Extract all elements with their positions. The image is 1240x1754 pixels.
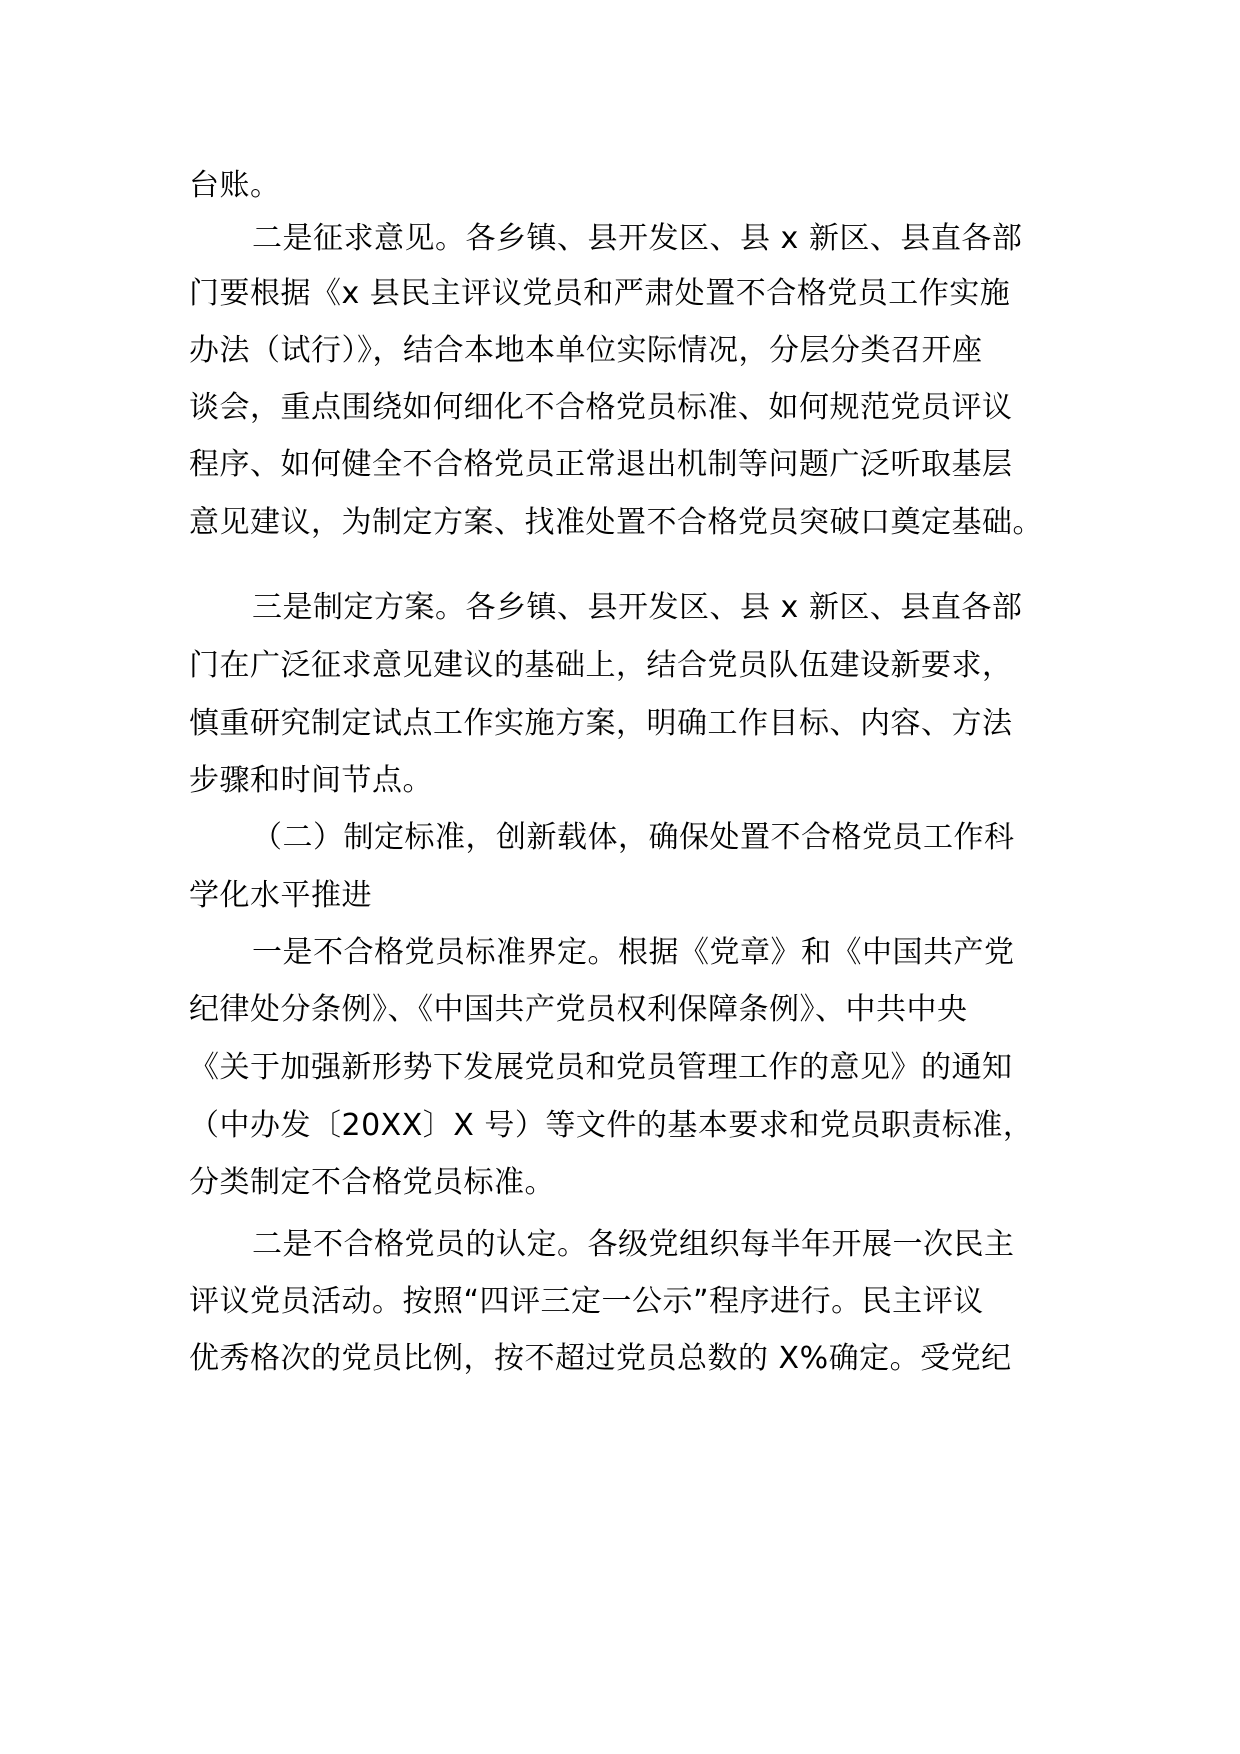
text-line: 分类制定不合格党员标准。 (189, 1165, 555, 1200)
paragraph-start: 三是制定方案。各乡镇、县开发区、县 x 新区、县直各部 (252, 590, 1023, 625)
text-line: 《关于加强新形势下发展党员和党员管理工作的意见》的通知 (189, 1050, 1013, 1085)
section-heading: （二）制定标准，创新载体，确保处置不合格党员工作科 (252, 820, 1015, 855)
text-line: 台账。 (189, 168, 281, 203)
paragraph-start: 二是征求意见。各乡镇、县开发区、县 x 新区、县直各部 (252, 221, 1023, 256)
text-line: 门在广泛征求意见建议的基础上，结合党员队伍建设新要求， (189, 648, 1013, 683)
text-line: 门要根据《x 县民主评议党员和严肃处置不合格党员工作实施 (189, 276, 1011, 311)
text-line: 意见建议，为制定方案、找准处置不合格党员突破口奠定基础。 (189, 505, 1043, 540)
text-line: 慎重研究制定试点工作实施方案，明确工作目标、内容、方法 (189, 706, 1013, 741)
paragraph-start: 一是不合格党员标准界定。根据《党章》和《中国共产党 (252, 935, 1015, 970)
text-line: 优秀格次的党员比例，按不超过党员总数的 X%确定。受党纪 (189, 1341, 1012, 1376)
section-heading-continued: 学化水平推进 (189, 878, 372, 913)
text-line: 办法（试行）》，结合本地本单位实际情况，分层分类召开座 (189, 333, 983, 368)
text-line: 评议党员活动。按照“四评三定一公示”程序进行。民主评议 (189, 1284, 984, 1319)
text-line: 步骤和时间节点。 (189, 763, 433, 798)
text-line: 谈会，重点围绕如何细化不合格党员标准、如何规范党员评议 (189, 390, 1013, 425)
text-line: （中办发〔20XX〕X 号）等文件的基本要求和党员职责标准， (189, 1108, 1034, 1143)
paragraph-start: 二是不合格党员的认定。各级党组织每半年开展一次民主 (252, 1227, 1015, 1262)
text-line: 纪律处分条例》、《中国共产党员权利保障条例》、中共中央 (189, 992, 968, 1027)
text-line: 程序、如何健全不合格党员正常退出机制等问题广泛听取基层 (189, 447, 1013, 482)
